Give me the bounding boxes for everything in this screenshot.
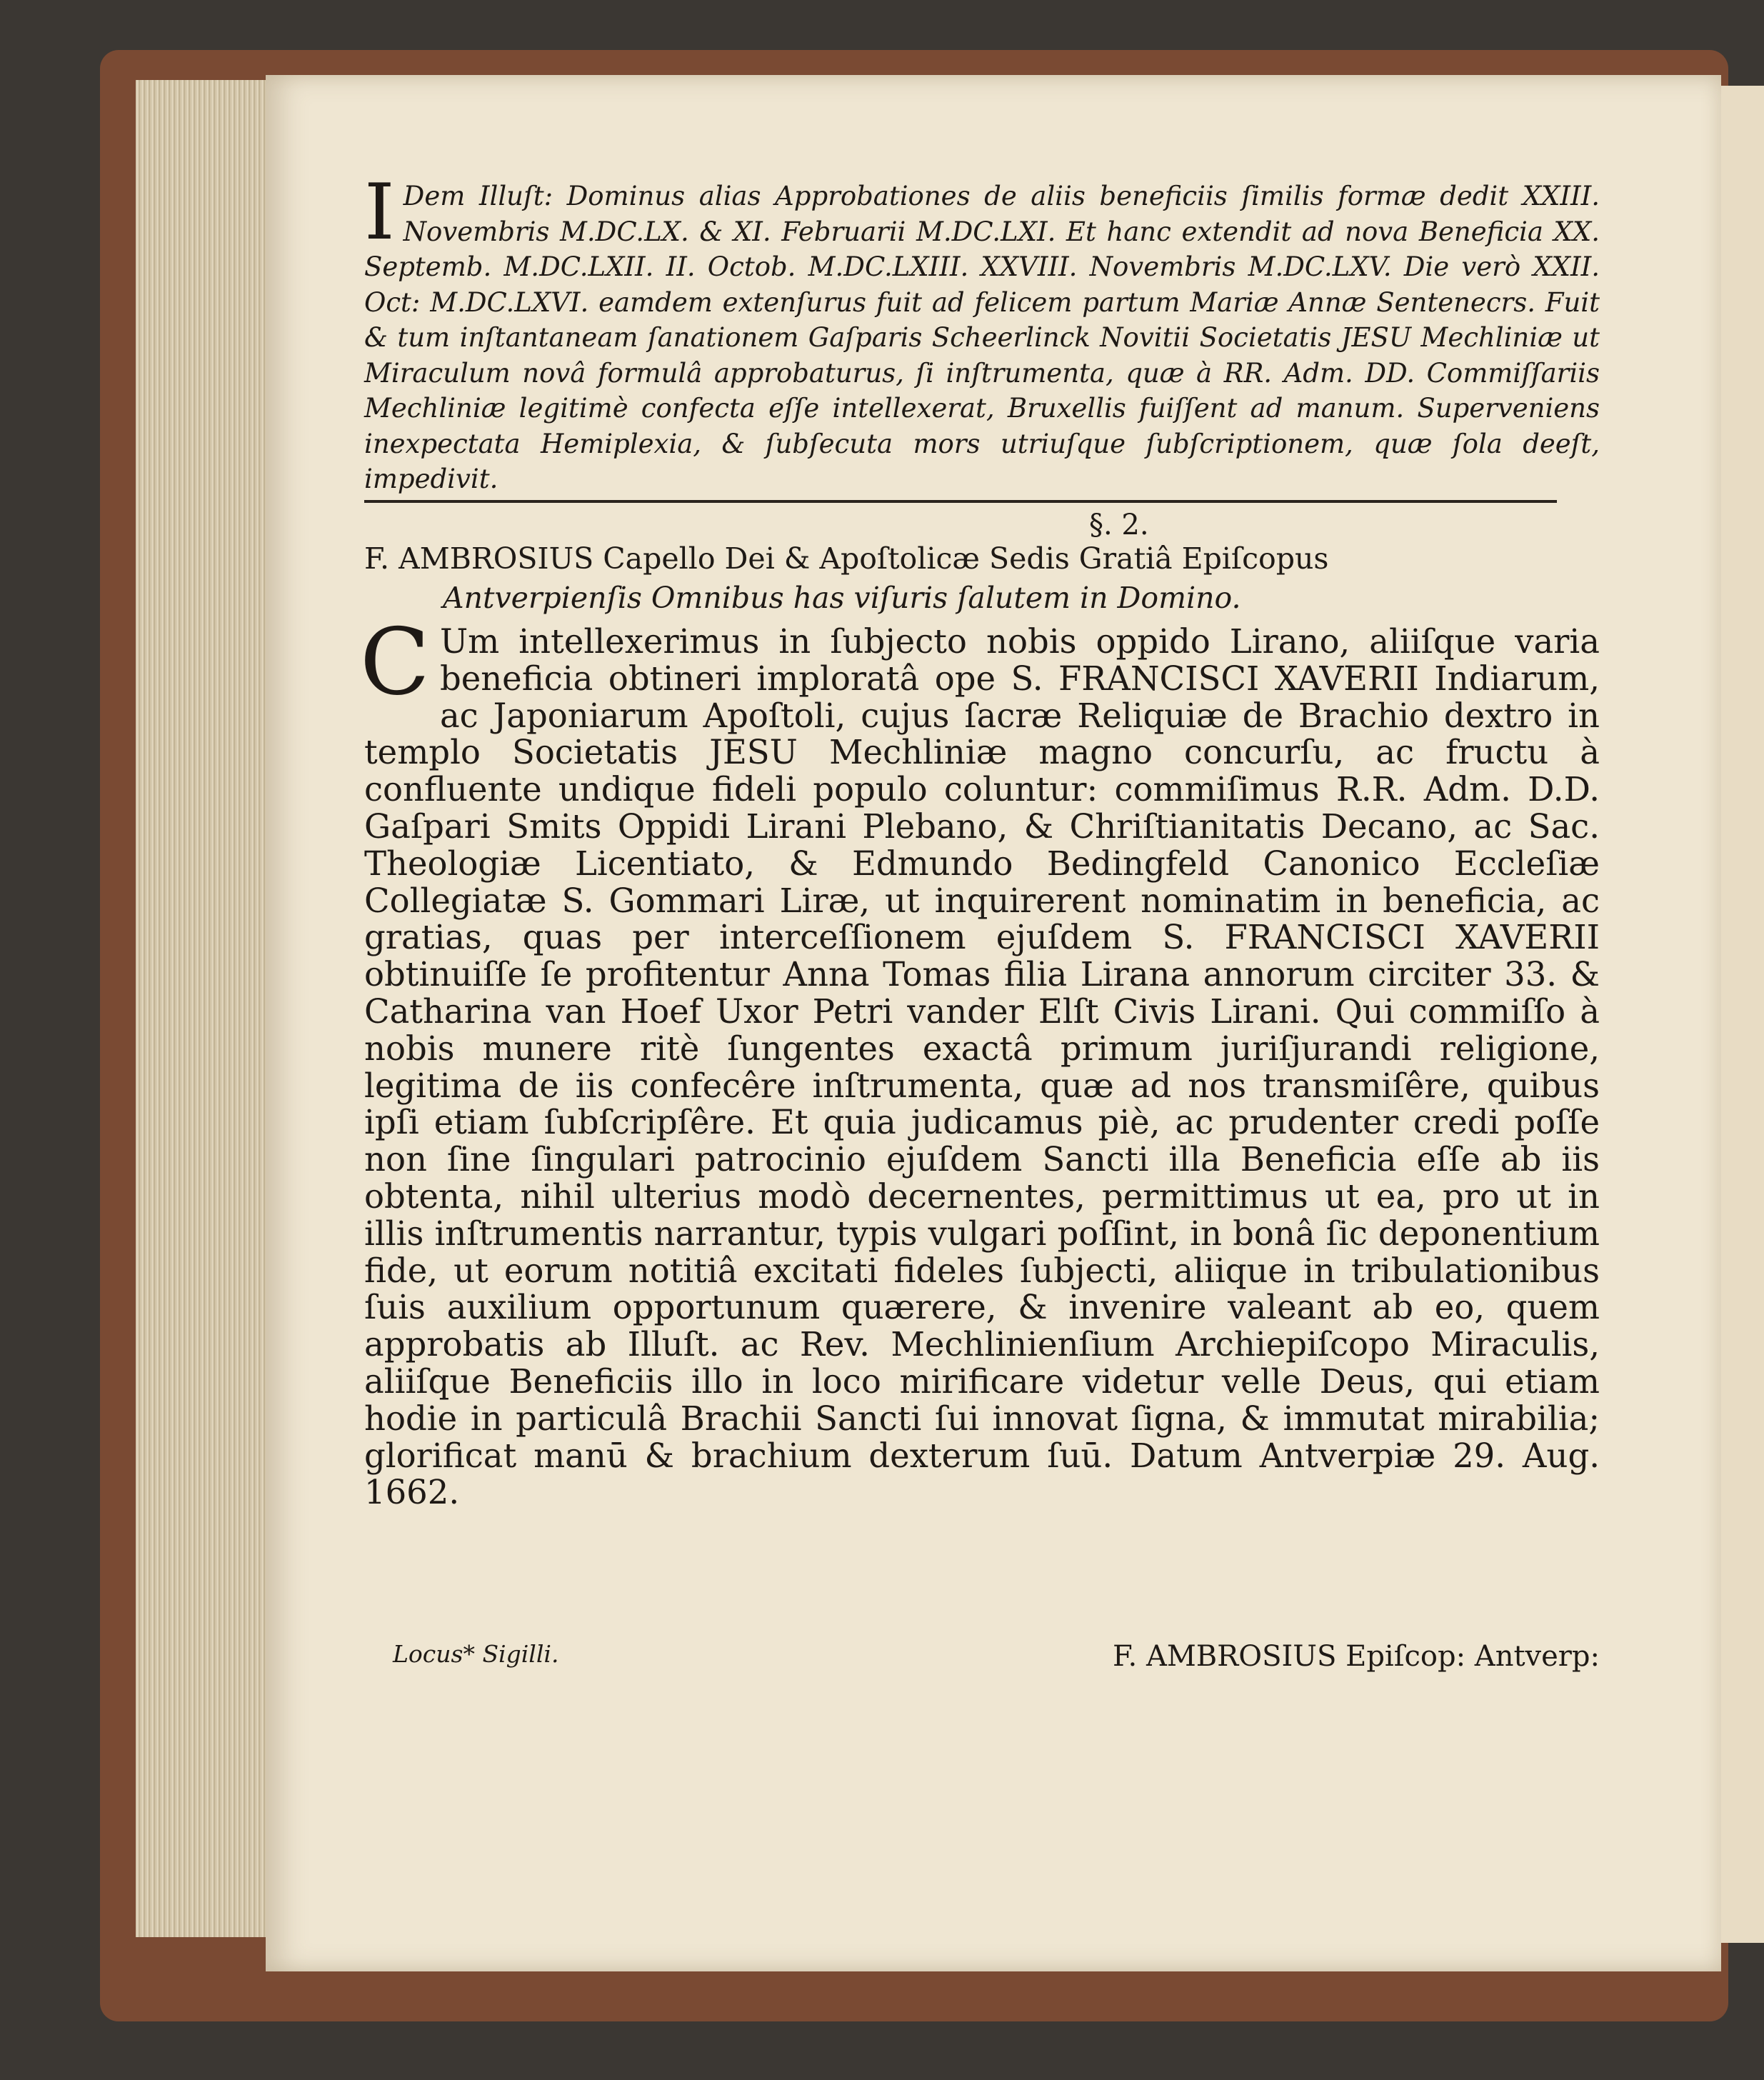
footnote-initial: I (364, 168, 395, 257)
heading-line-1: F. AMBROSIUS Capello Dei & Apoſtolicæ Sedis Gratiâ Epiſcopus (364, 541, 1329, 576)
body-text: Um intellexerimus in ſubjecto nobis oppido Lirano, aliiſque varia beneficia obtineri imploratâ ope S. FRANCISCI XAVERII Indiarum, ac Japoniarum Apoſtoli, cujus ſacræ Reliquiæ de Brachio dextro in templo Societatis JESU Mechliniæ magno concurſu, ac fructu à confluente undique fideli populo coluntur: commiſimus R.R. Adm. D.D. Gaſpari Smits Oppidi Lirani Plebano, & Chriſtianitatis Decano, ac Sac. Theologiæ Licentiato, & Edmundo Bedingfeld Canonico Eccleſiæ Collegiatæ S. Gommari Liræ, ut inquirerent nominatim in beneficia, ac gratias, quas per interceſſionem ejuſdem S. FRANCISCI XAVERII obtinuiſſe ſe profitentur Anna Tomas filia Lirana annorum circiter 33. & Catharina van Hoef Uxor Petri vander Elſt Civis Lirani. Qui commiſſo à nobis munere ritè ſungentes exactâ primum juriſjurandi religione, legitima de iis confecêre inſtrumenta, quæ ad nos transmiſêre, quibus ipſi etiam ſubſcripſêre. Et quia judicamus piè, ac prudenter credi poſſe non ſine ſingulari patrocinio ejuſdem Sancti illa Beneficia eſſe ab iis obtenta, nihil ulterius modò decernentes, permittimus ut ea, pro ut in illis inſtrumentis narrantur, typis vulgari poſſint, in bonâ ſic deponentium fide, ut eorum notitiâ excitati fideles ſubjecti, aliique in tribulationibus ſuis auxilium opportunum quærere, & invenire valeant ab eo, quem approbatis ab Illuſt. ac Rev. Mechlinienſium Archiepiſcopo Miraculis, aliiſque Beneficiis illo in loco mirificare videtur velle Deus, qui etiam hodie in particulâ Brachii Sancti ſui innovat ſigna, & immutat mirabilia; glorificat manū & brachium dexterum ſuū. Datum Antverpiæ 29. Aug. 1662. (364, 622, 1600, 1512)
separator-rule (364, 500, 1557, 503)
letter-body (360, 609, 1600, 1512)
footnote-text: Dem Illuſt: Dominus alias Approbationes de aliis beneficiis ſimilis formæ dedit XXIII. Novembris M.DC.LX. & XI. Februarii M.DC.LXI. Et hanc extendit ad nova Beneficia XX. Septemb. M.DC.LXII. II. Octob. M.DC.LXIII. XXVIII. Novembris M.DC.LXV. Die verò XXII. Oct: M.DC.LXVI. eamdem extenſurus fuit ad felicem partum Mariæ Annæ Sentenecrs. Fuit & tum inſtantaneam ſanationem Gaſparis Scheerlinck Novitii Societatis JESU Mechliniæ ut Miraculum novâ formulâ approbaturus, ſi inſtrumenta, quæ à RR. Adm. DD. Commiſſariis Mechliniæ legitimè confecta eſſe intellexerat, Bruxellis fuiſſent ad manum. Superveniens inexpectata Hemiplexia, & ſubſecuta mors utriuſque ſubſcriptionem, quæ ſola deeſt, impedivit. (364, 181, 1600, 494)
letter-heading (364, 539, 1600, 618)
seal-note: Locus* Sigilli. (393, 1640, 559, 1668)
page-edges (136, 80, 271, 1937)
section-mark: §. 2. (1089, 509, 1149, 541)
footnote-block (364, 168, 1600, 497)
signature: F. AMBROSIUS Epiſcop: Antverp: (1112, 1640, 1600, 1673)
heading-line-2: Antverpienſis Omnibus has viſuris ſalutem in Domino. (443, 581, 1241, 615)
body-initial: C (360, 609, 430, 716)
